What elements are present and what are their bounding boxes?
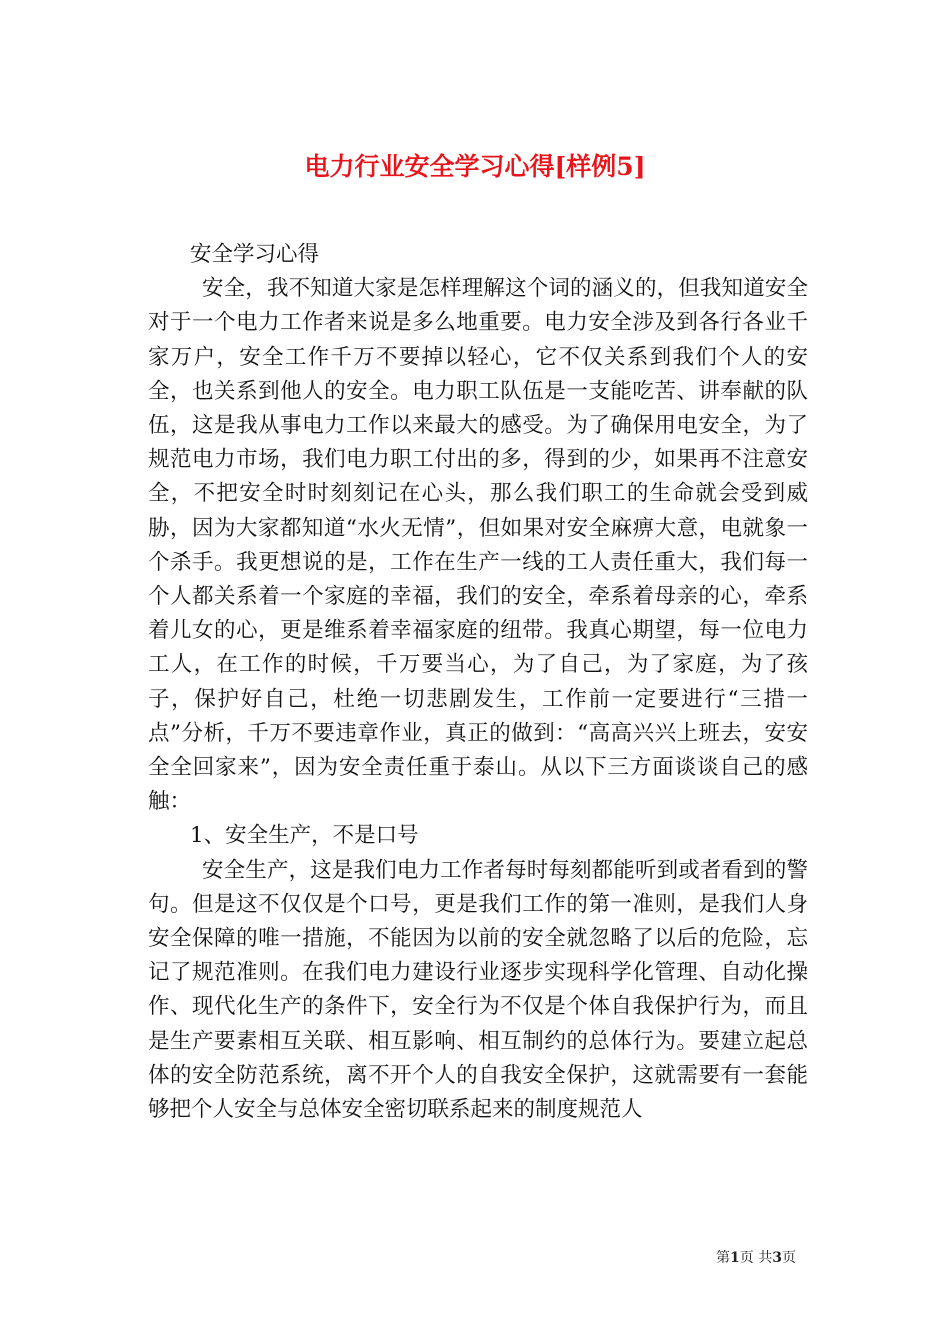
footer-total-pages: 3	[772, 1250, 782, 1266]
footer-middle: 页 共	[739, 1250, 773, 1266]
subheading: 安全学习心得	[190, 242, 320, 267]
paragraph-1: 安全，我不知道大家是怎样理解这个词的涵义的，但我知道安全对于一个电力工作者来说是多么地重要。电力安全涉及到各行各业千家万户，安全工作千万不要掉以轻心，它不仅关系到我们个人的安全，也关系到他人的安全。电力职工队伍是一支能吃苦、讲奉献的队伍，这是我从事电力工作以来最大的感受。为了确保用电安全，为了规范电力市场，我们电力职工付出的多，得到的少，如果再不注意安全，不把安全时时刻刻记在心头，那么我们职工的生命就会受到威胁，因为大家都知道“水火无情”，但如果对安全麻痹大意，电就象一个杀手。我更想说的是，工作在生产一线的工人责任重大，我们每一个人都关系着一个家庭的幸福，我们的安全，牵系着母亲的心，牵系着儿女的心，更是维系着幸福家庭的纽带。我真心期望，每一位电力工人，在工作的时候，千万要当心，为了自己，为了家庭，为了孩子，保护好自己，杜绝一切悲剧发生，工作前一定要进行“三措一点”分析，千万不要违章作业，真正的做到：“高高兴兴上班去，安安全全回家来”，因为安全责任重于泰山。从以下三方面谈谈自己的感触：	[148, 276, 808, 815]
footer-current-page: 1	[730, 1250, 740, 1266]
paragraph-2: 安全生产，这是我们电力工作者每时每刻都能听到或者看到的警句。但是这不仅仅是个口号，更是我们工作的第一准则，是我们人身安全保障的唯一措施，不能因为以前的安全就忽略了以后的危险，忘记了规范准则。在我们电力建设行业逐步实现科学化管理、自动化操作、现代化生产的条件下，安全行为不仅是个体自我保护行为，而且是生产要素相互关联、相互影响、相互制约的总体行为。要建立起总体的安全防范系统，离不开个人的自我安全保护，这就需要有一套能够把个人安全与总体安全密切联系起来的制度规范人	[148, 857, 808, 1123]
footer-prefix: 第	[716, 1250, 730, 1266]
footer-suffix: 页	[781, 1250, 796, 1266]
section-heading: 1、安全生产，不是口号	[190, 823, 419, 849]
page-number	[716, 1247, 796, 1267]
document-body	[148, 238, 808, 1127]
page-title: 电力行业安全学习心得[样例5]	[304, 151, 646, 181]
